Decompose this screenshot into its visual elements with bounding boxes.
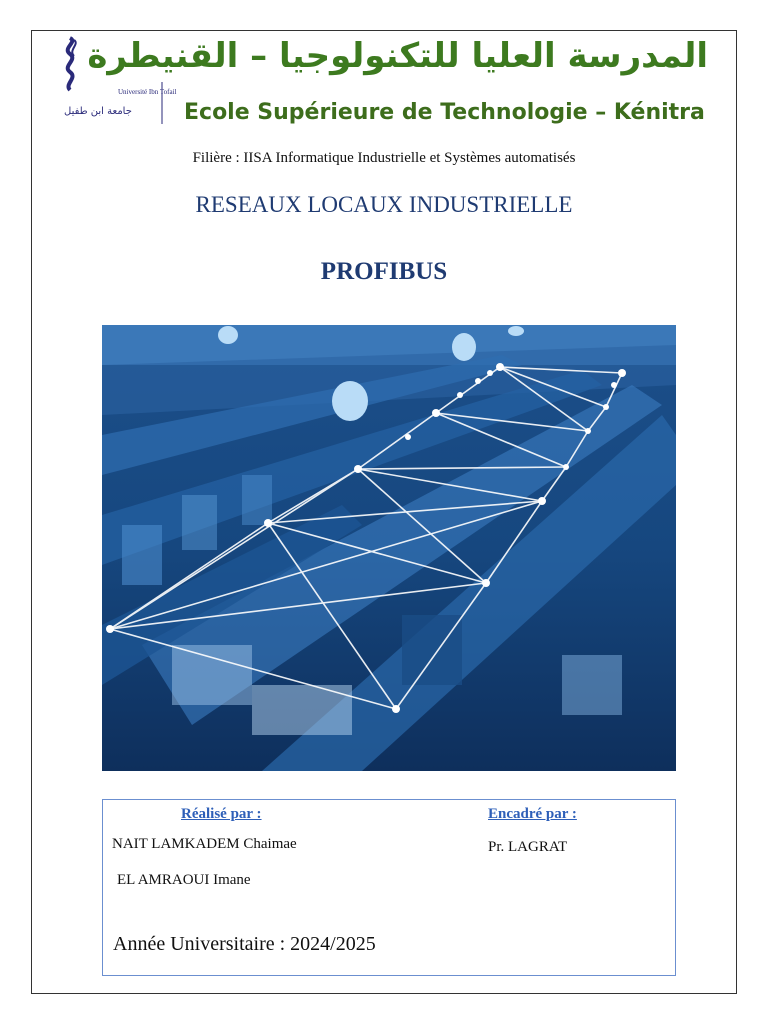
encadre-label: Encadré par :: [488, 806, 577, 822]
realise-label: Réalisé par :: [181, 806, 262, 822]
author-2: EL AMRAOUI Imane: [117, 872, 251, 888]
filiere-line: Filière : IISA Informatique Industrielle et Systèmes automatisés: [192, 150, 576, 166]
school-name-french: Ecole Supérieure de Technologie – Kénitra: [184, 100, 705, 125]
course-title: RESEAUX LOCAUX INDUSTRIELLE: [195, 192, 573, 217]
school-name-arabic: المدرسة العليا للتكنولوجيا – القنيطرة: [87, 36, 708, 76]
subject-title: PROFIBUS: [320, 258, 448, 285]
logo-arabic-text: جامعة ابن طفيل: [64, 106, 132, 117]
academic-year: Année Universitaire : 2024/2025: [113, 933, 376, 955]
supervisor-name: Pr. LAGRAT: [488, 839, 568, 855]
factory-network-image: [102, 325, 676, 771]
author-1: NAIT LAMKADEM Chaimae: [112, 836, 297, 852]
credits-box: [102, 799, 676, 976]
logo-latin-text: Université Ibn Tofail: [118, 88, 177, 96]
